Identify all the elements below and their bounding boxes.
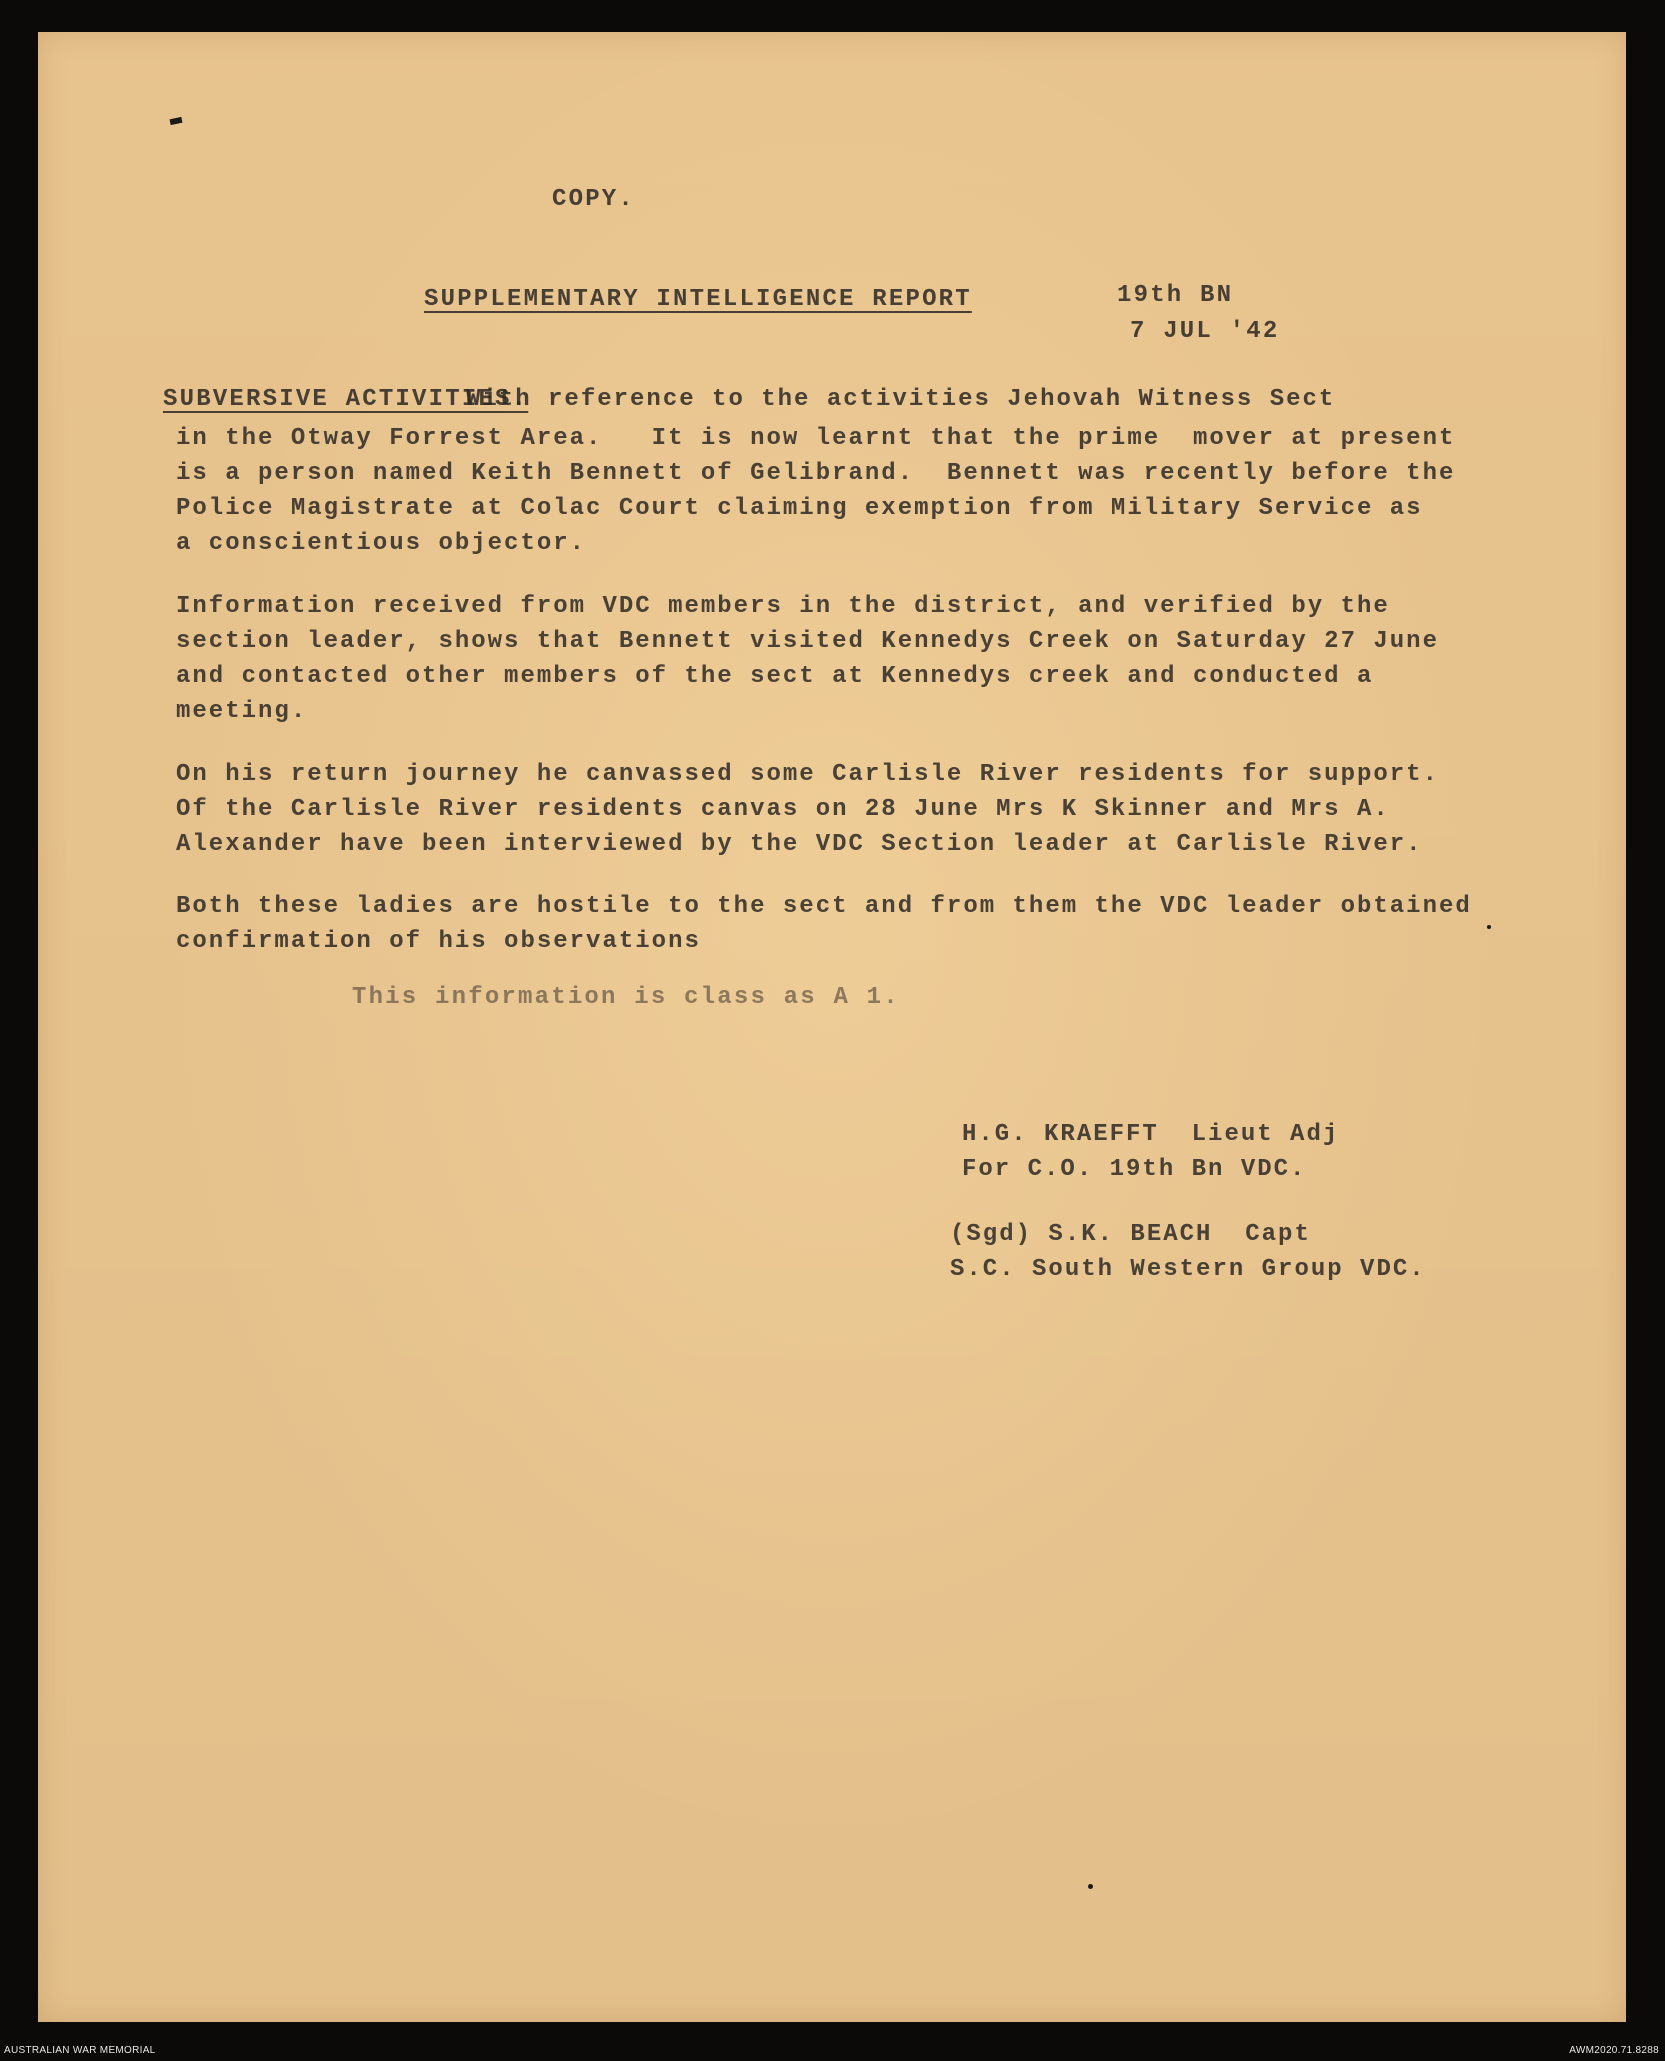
para1-line: Police Magistrate at Colac Court claiming exemption from Military Service as <box>176 495 1423 522</box>
para2-line: section leader, shows that Bennett visited Kennedys Creek on Saturday 27 June <box>176 628 1439 655</box>
paragraph-2 <box>176 589 1439 729</box>
para1-line: With reference to the activities Jehovah Witness Sect <box>466 386 1336 413</box>
document-page <box>38 32 1626 2022</box>
signature-role: S.C. South Western Group VDC. <box>950 1256 1426 1283</box>
para4-line: confirmation of his observations <box>176 928 701 955</box>
footer-institution: AUSTRALIAN WAR MEMORIAL <box>4 2045 156 2056</box>
paragraph-3 <box>176 757 1439 862</box>
para1-line: a conscientious objector. <box>176 530 587 557</box>
para1-line: in the Otway Forrest Area. It is now learnt that the prime mover at present <box>176 425 1456 452</box>
ink-mark <box>170 117 183 125</box>
signature-block-2 <box>950 1217 1426 1287</box>
paragraph-4 <box>176 889 1472 959</box>
para3-line: Of the Carlisle River residents canvas on 28 June Mrs K Skinner and Mrs A. <box>176 796 1390 823</box>
copy-label: COPY. <box>552 186 636 213</box>
para4-line: Both these ladies are hostile to the sect and from them the VDC leader obtained <box>176 893 1472 920</box>
para1-line: is a person named Keith Bennett of Gelibrand. Bennett was recently before the <box>176 460 1456 487</box>
unit-label: 19th BN <box>1117 282 1234 309</box>
paragraph-1 <box>176 421 1455 561</box>
signature-role: For C.O. 19th Bn VDC. <box>962 1156 1307 1183</box>
para2-line: meeting. <box>176 698 308 725</box>
ink-mark <box>1088 1884 1093 1889</box>
classification-line: This information is class as A 1. <box>352 984 900 1011</box>
signature-block-1 <box>962 1117 1339 1187</box>
para3-line: Alexander have been interviewed by the VDC Section leader at Carlisle River. <box>176 831 1423 858</box>
para2-line: Information received from VDC members in the district, and verified by the <box>176 593 1390 620</box>
signature-name: (Sgd) S.K. BEACH Capt <box>950 1221 1311 1248</box>
para3-line: On his return journey he canvassed some Carlisle River residents for support. <box>176 761 1439 788</box>
section-heading: SUBVERSIVE ACTIVITIES. <box>163 386 529 413</box>
footer-accession-number: AWM2020.71.8288 <box>1569 2045 1659 2056</box>
ink-mark <box>1487 925 1491 929</box>
para2-line: and contacted other members of the sect at Kennedys creek and conducted a <box>176 663 1374 690</box>
report-title: SUPPLEMENTARY INTELLIGENCE REPORT <box>424 286 972 313</box>
report-date: 7 JUL '42 <box>1130 318 1280 345</box>
signature-name: H.G. KRAEFFT Lieut Adj <box>962 1121 1340 1148</box>
